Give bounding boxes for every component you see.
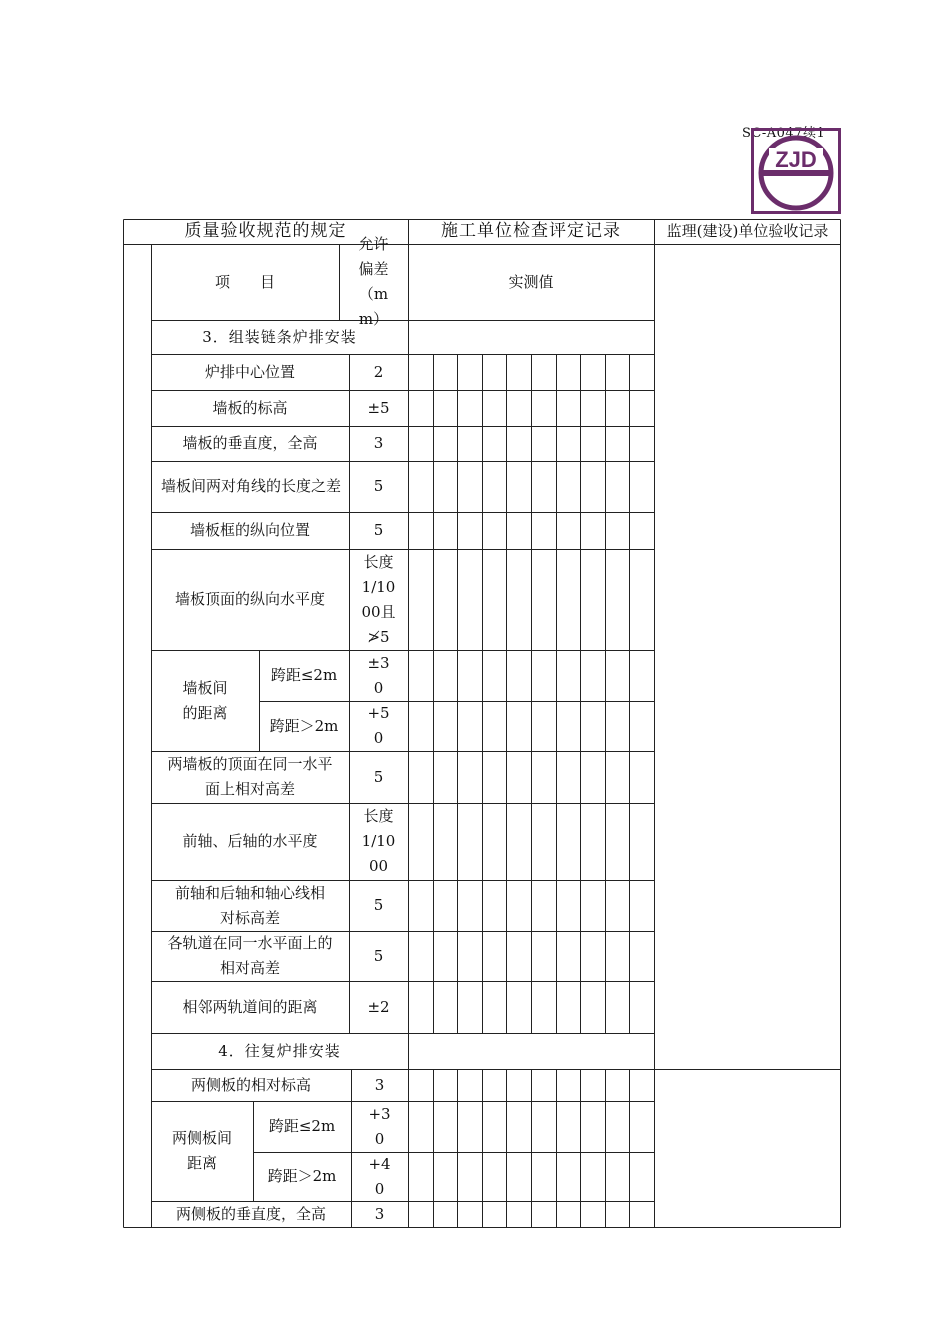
row-tolerance: 2 [373,362,384,381]
row-tolerance: ±30 [367,653,390,697]
row-tolerance: 长度1/1000 [361,807,396,875]
row-tolerance: 长度1/1000且≯5 [361,552,396,646]
inspection-table [123,219,841,1228]
row-name: 跨距≤2m [270,666,338,684]
row-tolerance: 3 [374,1075,385,1094]
row-name: 各轨道在同一水平面上的相对高差 [167,934,333,977]
subheader-measured: 实测值 [508,272,554,291]
row-name: 墙板的标高 [212,398,288,417]
row-group: 墙板间的距离 [182,678,228,722]
row-tolerance: 3 [373,434,384,452]
row-tolerance: 5 [373,896,384,914]
row-tolerance: +50 [367,704,390,747]
header-supervisor-record: 监理(建设)单位验收记录 [666,222,829,240]
subheader-tolerance: 允许偏差（mm） [358,235,389,328]
row-name: 前轴和后轴和轴心线相对标高差 [175,883,326,927]
row-name: 炉排中心位置 [204,362,295,381]
row-tolerance: 5 [373,521,384,539]
row-name: 两侧板的垂直度，全高 [175,1205,326,1223]
section4-title: 4．往复炉排安装 [218,1041,341,1060]
row-tolerance: ±5 [367,398,390,417]
row-tolerance: 3 [374,1205,385,1223]
header-contractor-record: 施工单位检查评定记录 [441,221,621,241]
row-name: 两墙板的顶面在同一水平面上相对高差 [167,755,333,798]
row-tolerance: 5 [373,477,384,495]
row-name: 墙板框的纵向位置 [189,521,310,539]
row-name: 相邻两轨道间的距离 [182,997,318,1016]
section3-title: 3．组装链条炉排安装 [202,327,357,346]
row-name: 前轴、后轴的水平度 [182,832,318,850]
row-tolerance: +30 [368,1104,391,1148]
subheader-item: 项 目 [214,272,275,291]
form-code: SC-A047续1 [742,126,826,141]
row-name: 墙板间两对角线的长度之差 [161,477,342,495]
row-name: 两侧板的相对标高 [190,1075,311,1094]
row-tolerance: 5 [373,946,384,965]
row-name: 跨距≤2m [268,1117,336,1135]
logo-text: ZJD [775,147,817,172]
row-group: 两侧板间距离 [171,1129,232,1172]
header-spec: 质量验收规范的规定 [184,221,347,241]
row-name: 墙板顶面的纵向水平度 [174,590,325,608]
row-tolerance: 5 [373,767,384,786]
row-name: 墙板的垂直度，全高 [182,434,318,452]
company-logo [751,128,841,214]
row-tolerance: ±2 [367,997,390,1016]
row-tolerance: +40 [368,1154,391,1198]
row-name: 跨距＞2m [267,1167,337,1185]
row-name: 跨距＞2m [269,716,339,735]
